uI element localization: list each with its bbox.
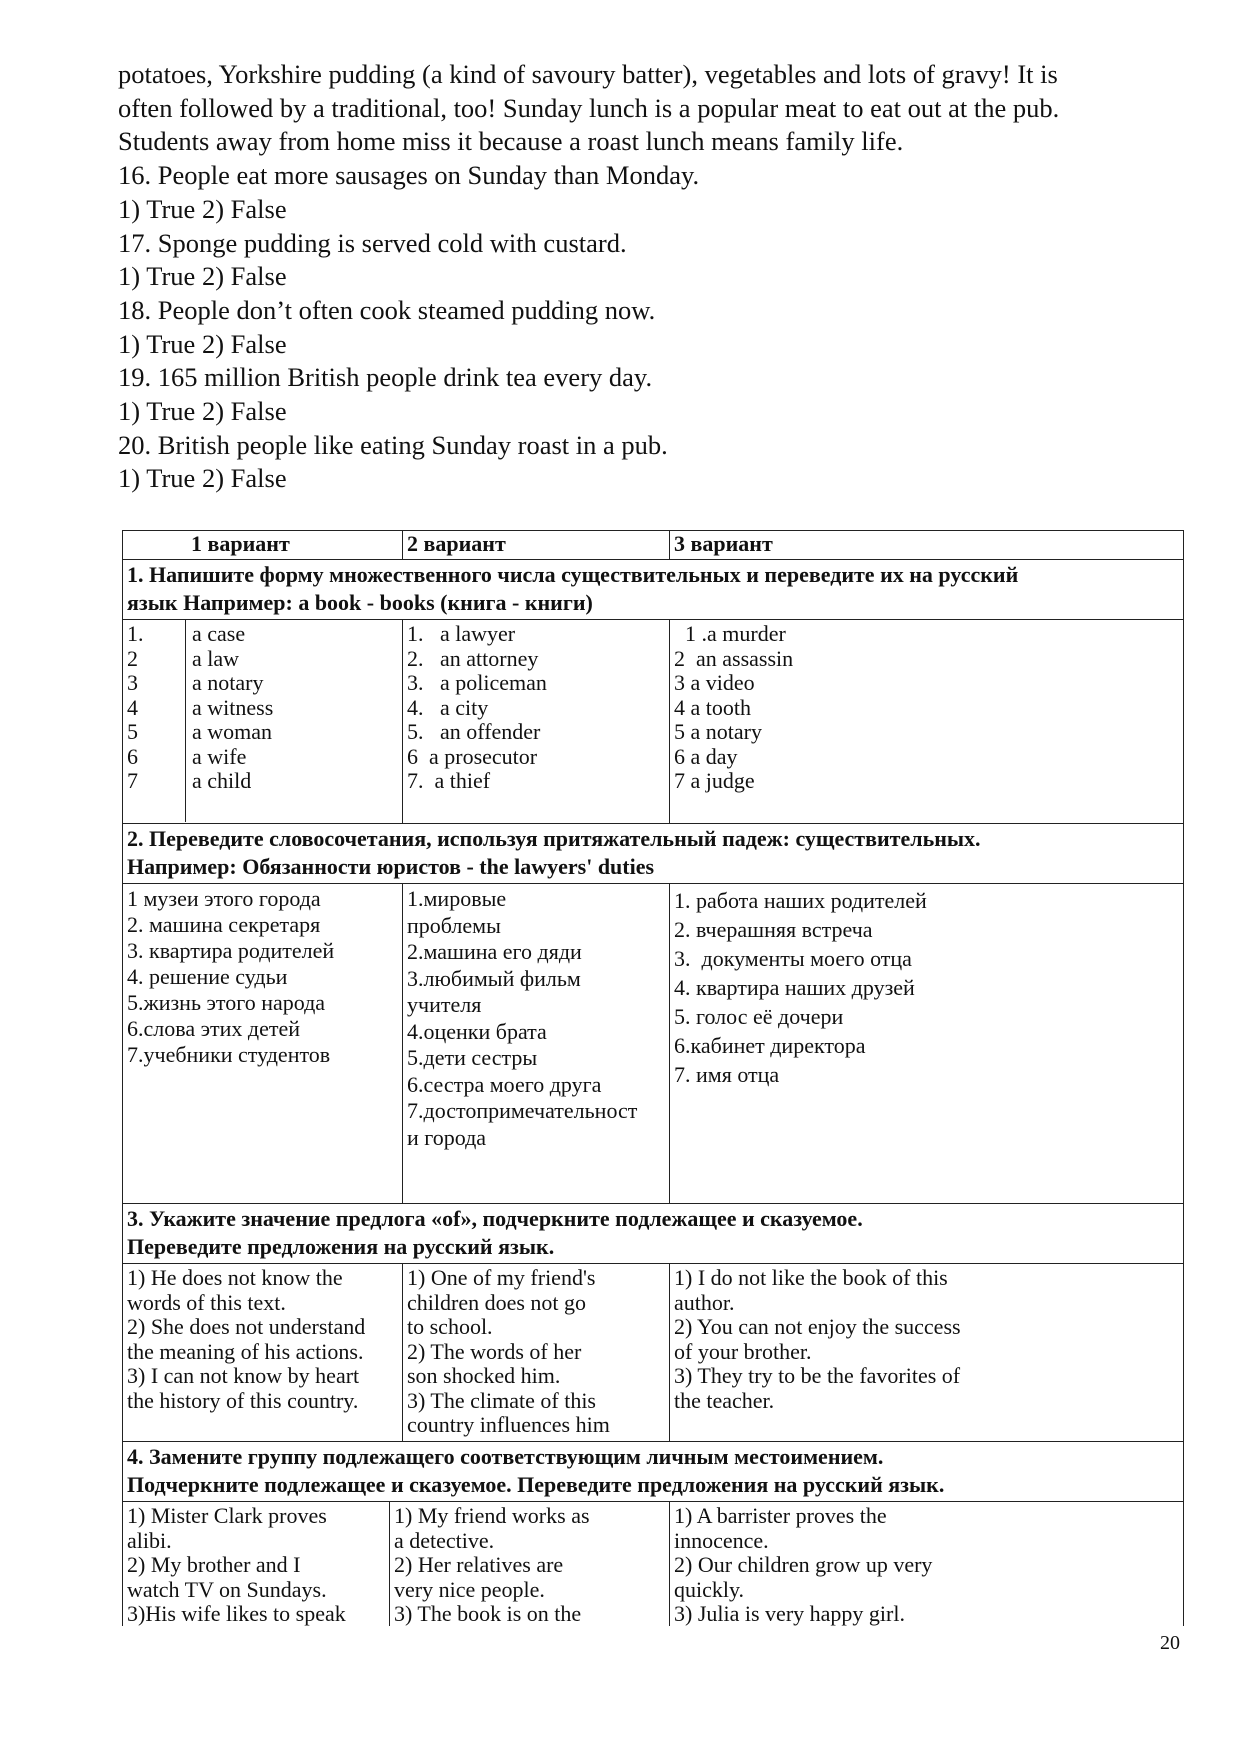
section-title-line: язык Например: a book - books (книга - книги): [127, 590, 593, 615]
cell-line: 7: [127, 768, 138, 793]
section-3-title: [123, 1204, 1183, 1263]
cell-line: 3) The book is on the: [394, 1601, 582, 1626]
cell-line: a witness: [192, 694, 274, 720]
cell-line: a detective.: [394, 1527, 495, 1553]
cell-line: 7.достопримечательност: [407, 1098, 638, 1123]
cell-line: 7.учебники студентов: [127, 1042, 331, 1067]
header-variant-2: 2 вариант: [403, 531, 670, 559]
intro-line: 1) True 2) False: [118, 396, 287, 427]
section-1-body-row: [123, 620, 1183, 824]
intro-line: 1) True 2) False: [118, 328, 287, 359]
cell-line: the meaning of his actions.: [127, 1338, 364, 1364]
cell-line: проблемы: [407, 912, 501, 938]
intro-line: 16. People eat more sausages on Sunday than Monday.: [118, 160, 700, 191]
intro-line: 19. 165 million British people drink tea every day.: [118, 362, 653, 393]
table-header-row: [123, 531, 1183, 560]
section-2-variant-1: [123, 884, 403, 1203]
cell-line: of your brother.: [674, 1338, 812, 1364]
cell-line: 4. решение судьи: [127, 964, 288, 989]
header-variant-3: 3 вариант: [674, 531, 773, 556]
cell-line: 4. a city: [407, 694, 489, 720]
cell-line: 6.сестра моего друга: [407, 1071, 602, 1097]
cell-line: 3. квартира родителей: [127, 938, 335, 963]
section-1-variant-2: [403, 620, 670, 823]
cell-line: и города: [407, 1124, 487, 1150]
cell-line: watch TV on Sundays.: [127, 1576, 327, 1602]
cell-line: 6 a day: [674, 743, 738, 769]
cell-line: 4 a tooth: [674, 694, 751, 720]
cell-line: 5. голос её дочери: [674, 1004, 844, 1029]
cell-line: 2) Her relatives are: [394, 1552, 564, 1577]
section-3-body-row: [123, 1264, 1183, 1442]
cell-line: 7. a thief: [407, 768, 491, 793]
section-title-line: 1. Напишите форму множественного числа существительных и переведите их на русский: [127, 562, 1019, 587]
cell-line: a notary: [192, 670, 264, 695]
cell-line: 7. имя отца: [674, 1062, 780, 1087]
section-2-variant-2: [403, 884, 670, 1203]
section-4-variant-2: [390, 1502, 670, 1626]
section-2-body-row: [123, 884, 1183, 1204]
section-3-variant-1: [123, 1264, 403, 1441]
cell-line: 3: [127, 670, 138, 695]
cell-line: 1) I do not like the book of this: [674, 1265, 948, 1290]
cell-line: 2. вчерашняя встреча: [674, 917, 873, 942]
section-title-line: Подчеркните подлежащее и сказуемое. Переведите предложения на русский язык.: [127, 1472, 945, 1497]
cell-line: учителя: [407, 992, 482, 1017]
intro-line: potatoes, Yorkshire pudding (a kind of savoury batter), vegetables and lots of gravy! It is: [118, 59, 1058, 89]
cell-line: a woman: [192, 719, 273, 744]
cell-line: 5.жизнь этого народа: [127, 990, 326, 1015]
cell-line: 1 музеи этого города: [127, 886, 321, 911]
cell-line: 3) They try to be the favorites of: [674, 1363, 961, 1388]
cell-line: a child: [192, 768, 252, 793]
cell-line: 4.оценки брата: [407, 1018, 547, 1044]
intro-line: 20. British people like eating Sunday roast in a pub.: [118, 429, 668, 460]
cell-line: the teacher.: [674, 1387, 775, 1413]
intro-line: often followed by a traditional, too! Sunday lunch is a popular meat to eat out at the pub.: [118, 92, 1060, 123]
section-1-variant-3: [670, 620, 1183, 823]
intro-line: 17. Sponge pudding is served cold with custard.: [118, 227, 627, 258]
section-2-variant-3: [670, 884, 1183, 1203]
cell-line: quickly.: [674, 1576, 745, 1602]
cell-line: 2 an assassin: [674, 645, 794, 671]
cell-line: 3) Julia is very happy girl.: [674, 1601, 905, 1626]
cell-line: to school.: [407, 1314, 493, 1339]
section-3-variant-3: [670, 1264, 1183, 1441]
intro-line: 1) True 2) False: [118, 261, 287, 292]
cell-line: 2) She does not understand: [127, 1314, 366, 1339]
section-4-body-row: [123, 1502, 1183, 1626]
cell-line: 2. an attorney: [407, 645, 539, 671]
cell-line: 1) Mister Clark proves: [127, 1503, 327, 1528]
cell-line: 1.: [127, 621, 144, 646]
cell-line: a wife: [192, 743, 247, 769]
cell-line: 2: [127, 645, 138, 671]
intro-text: [118, 58, 1178, 496]
section-1-title: [123, 560, 1183, 619]
cell-line: 1) One of my friend's: [407, 1265, 596, 1290]
cell-line: alibi.: [127, 1527, 172, 1553]
intro-line: 1) True 2) False: [118, 193, 287, 224]
cell-line: very nice people.: [394, 1576, 545, 1602]
item-words: [186, 622, 273, 822]
cell-line: 1. работа наших родителей: [674, 888, 927, 913]
cell-line: country influences him: [407, 1412, 610, 1437]
section-1-title-row: [123, 560, 1183, 620]
section-4-variant-1: [123, 1502, 390, 1626]
cell-line: 2) Our children grow up very: [674, 1552, 933, 1577]
exercise-table: [122, 530, 1184, 1626]
header-variant-1: 1 вариант: [123, 531, 403, 559]
cell-line: 3.любимый фильм: [407, 965, 581, 991]
cell-line: 1) A barrister proves the: [674, 1503, 887, 1528]
cell-line: 6.слова этих детей: [127, 1016, 301, 1041]
cell-line: 2.машина его дяди: [407, 939, 582, 964]
section-2-title-row: [123, 824, 1183, 884]
intro-line: Students away from home miss it because a roast lunch means family life.: [118, 126, 904, 157]
section-4-title: [123, 1442, 1183, 1501]
cell-line: 2. машина секретаря: [127, 912, 321, 937]
section-4-variant-3: [670, 1502, 1183, 1626]
section-3-title-row: [123, 1204, 1183, 1264]
cell-line: children does not go: [407, 1289, 587, 1315]
cell-line: 1 .a murder: [674, 621, 786, 646]
page-number: 20: [1160, 1632, 1180, 1654]
cell-line: 1) He does not know the: [127, 1265, 343, 1290]
cell-line: author.: [674, 1289, 735, 1315]
cell-line: a case: [192, 621, 246, 646]
cell-line: 6: [127, 743, 138, 769]
cell-line: 6.кабинет директора: [674, 1033, 866, 1058]
section-title-line: 3. Укажите значение предлога «of», подчеркните подлежащее и сказуемое.: [127, 1206, 863, 1231]
cell-line: 3) The climate of this: [407, 1387, 596, 1413]
cell-line: 1) My friend works as: [394, 1503, 590, 1528]
section-2-title: [123, 824, 1183, 883]
section-3-variant-2: [403, 1264, 670, 1441]
section-title-line: 2. Переведите словосочетания, используя притяжательный падеж: существительных.: [127, 826, 981, 851]
cell-line: 4. квартира наших друзей: [674, 975, 915, 1000]
cell-line: innocence.: [674, 1527, 769, 1553]
section-title-line: 4. Замените группу подлежащего соответствующим личным местоимением.: [127, 1444, 884, 1469]
cell-line: words of this text.: [127, 1289, 286, 1315]
cell-line: 1.мировые: [407, 886, 507, 911]
section-title-line: Переведите предложения на русский язык.: [127, 1234, 555, 1259]
cell-line: 2) You can not enjoy the success: [674, 1314, 961, 1339]
intro-line: 18. People don’t often cook steamed pudding now.: [118, 294, 656, 325]
section-title-line: Например: Обязанности юристов - the lawyers' duties: [127, 854, 655, 879]
cell-line: 3)His wife likes to speak: [127, 1601, 346, 1626]
cell-line: 3 a video: [674, 670, 755, 695]
cell-line: 5: [127, 719, 138, 744]
section-4-title-row: [123, 1442, 1183, 1502]
cell-line: 7 a judge: [674, 768, 755, 793]
cell-line: 5. an offender: [407, 719, 541, 744]
cell-line: 5 a notary: [674, 719, 762, 744]
item-numbers: [123, 620, 186, 822]
cell-line: 6 a prosecutor: [407, 743, 538, 769]
cell-line: 3. a policeman: [407, 670, 547, 695]
cell-line: son shocked him.: [407, 1363, 561, 1388]
cell-line: 1. a lawyer: [407, 621, 516, 646]
cell-line: 2) The words of her: [407, 1338, 582, 1364]
cell-line: 3) I can not know by heart: [127, 1363, 360, 1388]
intro-line: 1) True 2) False: [118, 463, 287, 494]
cell-line: 5.дети сестры: [407, 1045, 538, 1070]
section-1-variant-1: [123, 620, 403, 823]
cell-line: 3. документы моего отца: [674, 946, 912, 971]
cell-line: 2) My brother and I: [127, 1552, 301, 1577]
cell-line: a law: [192, 645, 240, 671]
cell-line: the history of this country.: [127, 1387, 359, 1413]
cell-line: 4: [127, 694, 138, 720]
